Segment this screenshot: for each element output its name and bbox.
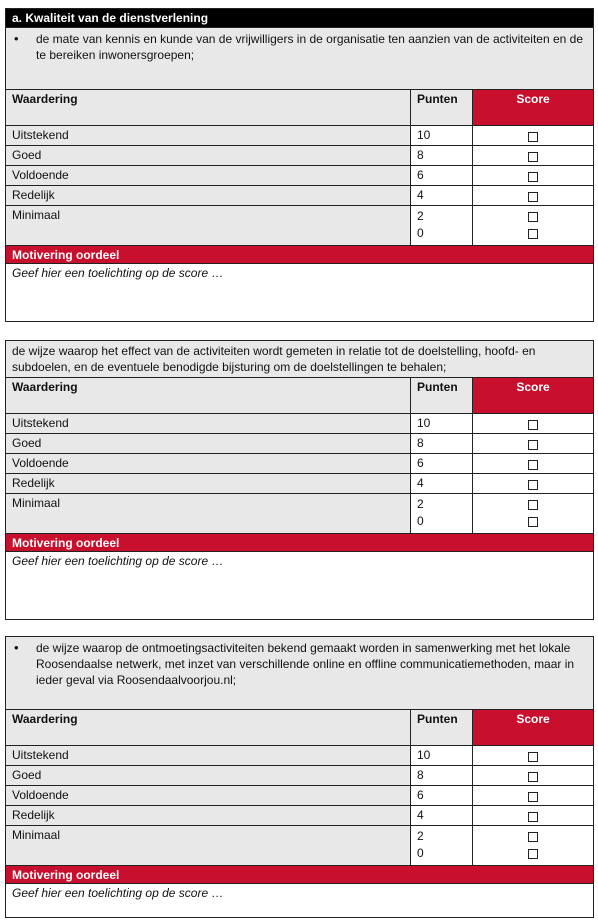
row-label: Redelijk	[6, 473, 411, 493]
row-points: 10	[411, 745, 473, 765]
row-label: Redelijk	[6, 805, 411, 825]
criterion-text: de mate van kennis en kunde van de vrijwilligers in de organisatie ten aanzien van de activiteiten en de te bereiken inwonersgroepen;	[36, 32, 584, 62]
header-punten: Punten	[411, 89, 473, 125]
criterion-description	[6, 637, 593, 709]
row-points-b: 0	[417, 226, 424, 240]
row-points-a: 2	[417, 497, 424, 511]
row-points: 8	[411, 433, 473, 453]
header-punten: Punten	[411, 709, 473, 745]
row-label: Uitstekend	[6, 413, 411, 433]
checkbox-icon[interactable]	[528, 500, 538, 510]
checkbox-icon[interactable]	[528, 440, 538, 450]
header-waardering: Waardering	[6, 709, 411, 745]
score-checkbox-cell[interactable]	[473, 205, 593, 245]
checkbox-icon[interactable]	[528, 229, 538, 239]
checkbox-icon[interactable]	[528, 172, 538, 182]
bullet-icon: •	[14, 31, 19, 46]
row-points-a: 2	[417, 209, 424, 223]
row-label: Uitstekend	[6, 125, 411, 145]
row-points	[411, 825, 473, 865]
score-checkbox-cell[interactable]	[473, 453, 593, 473]
row-points: 6	[411, 785, 473, 805]
checkbox-icon[interactable]	[528, 420, 538, 430]
row-label: Minimaal	[6, 205, 411, 245]
row-label: Goed	[6, 433, 411, 453]
criterion-description	[6, 27, 593, 89]
criterion-block-1	[5, 8, 594, 322]
score-checkbox-cell[interactable]	[473, 125, 593, 145]
score-checkbox-cell[interactable]	[473, 165, 593, 185]
checkbox-icon[interactable]	[528, 460, 538, 470]
row-points-b: 0	[417, 846, 424, 860]
row-points-b: 0	[417, 514, 424, 528]
checkbox-icon[interactable]	[528, 132, 538, 142]
checkbox-icon[interactable]	[528, 192, 538, 202]
row-points: 8	[411, 765, 473, 785]
score-checkbox-cell[interactable]	[473, 185, 593, 205]
row-points	[411, 205, 473, 245]
row-label: Uitstekend	[6, 745, 411, 765]
header-score: Score	[473, 709, 593, 745]
header-score: Score	[473, 377, 593, 413]
row-points-a: 2	[417, 829, 424, 843]
row-label: Minimaal	[6, 493, 411, 533]
header-score: Score	[473, 89, 593, 125]
score-checkbox-cell[interactable]	[473, 493, 593, 533]
row-points: 6	[411, 165, 473, 185]
criterion-block-3	[5, 636, 594, 918]
score-checkbox-cell[interactable]	[473, 413, 593, 433]
bullet-icon: •	[14, 640, 19, 655]
motivering-header: Motivering oordeel	[6, 245, 593, 263]
score-checkbox-cell[interactable]	[473, 473, 593, 493]
row-label: Voldoende	[6, 785, 411, 805]
checkbox-icon[interactable]	[528, 480, 538, 490]
row-points	[411, 493, 473, 533]
toelichting-field[interactable]: Geef hier een toelichting op de score …	[6, 883, 593, 917]
row-label: Voldoende	[6, 165, 411, 185]
toelichting-field[interactable]: Geef hier een toelichting op de score …	[6, 263, 593, 321]
motivering-header: Motivering oordeel	[6, 533, 593, 551]
row-label: Goed	[6, 145, 411, 165]
section-title: a. Kwaliteit van de dienstverlening	[6, 9, 593, 27]
checkbox-icon[interactable]	[528, 792, 538, 802]
row-points: 4	[411, 805, 473, 825]
row-label: Redelijk	[6, 185, 411, 205]
motivering-header: Motivering oordeel	[6, 865, 593, 883]
row-points: 10	[411, 125, 473, 145]
checkbox-icon[interactable]	[528, 832, 538, 842]
criterion-text: de wijze waarop het effect van de activiteiten wordt gemeten in relatie tot de doelstelling, hoofd- en subdoelen, en de eventuele benodigde bijsturing om de doelstellingen te behalen;	[12, 344, 536, 374]
checkbox-icon[interactable]	[528, 772, 538, 782]
score-checkbox-cell[interactable]	[473, 745, 593, 765]
score-checkbox-cell[interactable]	[473, 785, 593, 805]
row-label: Minimaal	[6, 825, 411, 865]
row-points: 6	[411, 453, 473, 473]
checkbox-icon[interactable]	[528, 152, 538, 162]
row-points: 4	[411, 473, 473, 493]
header-waardering: Waardering	[6, 377, 411, 413]
row-points: 4	[411, 185, 473, 205]
checkbox-icon[interactable]	[528, 212, 538, 222]
row-points: 10	[411, 413, 473, 433]
row-label: Voldoende	[6, 453, 411, 473]
checkbox-icon[interactable]	[528, 752, 538, 762]
row-label: Goed	[6, 765, 411, 785]
score-checkbox-cell[interactable]	[473, 825, 593, 865]
toelichting-field[interactable]: Geef hier een toelichting op de score …	[6, 551, 593, 619]
row-points: 8	[411, 145, 473, 165]
checkbox-icon[interactable]	[528, 812, 538, 822]
header-punten: Punten	[411, 377, 473, 413]
criterion-text: de wijze waarop de ontmoetingsactiviteiten bekend gemaakt worden in samenwerking met het lokale Roosendaalse netwerk, met inzet van verschillende online en offline communicatiemethoden, maar in ieder geval via Roosendaalvoorjou.nl;	[36, 641, 575, 687]
criterion-block-2	[5, 340, 594, 620]
criterion-description	[6, 341, 593, 377]
score-checkbox-cell[interactable]	[473, 145, 593, 165]
header-waardering: Waardering	[6, 89, 411, 125]
score-checkbox-cell[interactable]	[473, 433, 593, 453]
checkbox-icon[interactable]	[528, 517, 538, 527]
score-checkbox-cell[interactable]	[473, 805, 593, 825]
score-checkbox-cell[interactable]	[473, 765, 593, 785]
checkbox-icon[interactable]	[528, 849, 538, 859]
